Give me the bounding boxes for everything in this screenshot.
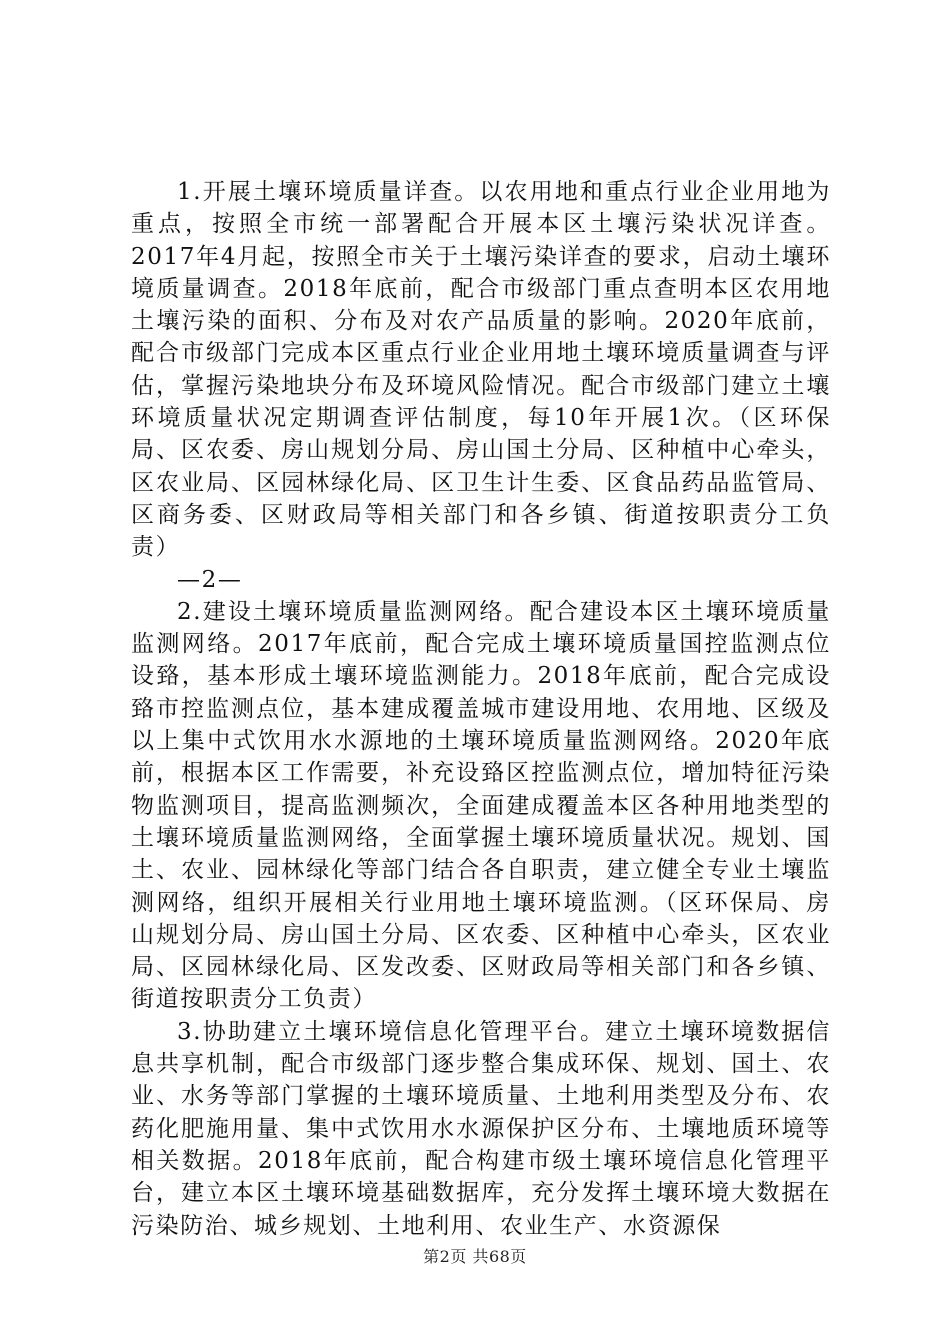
page-footer: 第2页 共68页 — [423, 1247, 527, 1266]
paragraph-information-platform: 3.协助建立土壤环境信息化管理平台。建立土壤环境数据信息共享机制，配合市级部门逐步整合集成环保、规划、国土、农业、水务等部门掌握的土壤环境质量、土地利用类型及分布、农药化肥施用量、集中式饮用水水源保护区分布、土壤地质环境等相关数据。2018年底前，配合构建市级土壤环境信息化管理平台，建立本区土壤环境基础数据库，充分发挥土壤环境大数据在污染防治、城乡规划、土地利用、农业生产、水资源保 — [131, 1018, 831, 1239]
paragraph-monitoring-network: 2.建设土壤环境质量监测网络。配合建设本区土壤环境质量监测网络。2017年底前，配合完成土壤环境质量国控监测点位设臵，基本形成土壤环境监测能力。2018年底前，配合完成设臵市控监测点位，基本建成覆盖城市建设用地、农用地、区级及以上集中式饮用水水源地的土壤环境质量监测网络。2020年底前，根据本区工作需要，补充设臵区控监测点位，增加特征污染物监测项目，提高监测频次，全面建成覆盖本区各种用地类型的土壤环境质量监测网络，全面掌握土壤环境质量状况。规划、国土、农业、园林绿化等部门结合各自职责，建立健全专业土壤监测网络，组织开展相关行业用地土壤环境监测。（区环保局、房山规划分局、房山国土分局、区农委、区种植中心牵头，区农业局、区园林绿化局、区发改委、区财政局等相关部门和各乡镇、街道按职责分工负责） — [131, 598, 831, 1013]
inline-page-marker: —2— — [177, 566, 243, 593]
document-body — [131, 176, 831, 1242]
paragraph-soil-survey: 1.开展土壤环境质量详查。以农用地和重点行业企业用地为重点，按照全市统一部署配合开展本区土壤污染状况详查。2017年4月起，按照全市关于土壤污染详查的要求，启动土壤环境质量调查。2018年底前，配合市级部门重点查明本区农用地土壤污染的面积、分布及对农产品质量的影响。2020年底前，配合市级部门完成本区重点行业企业用地土壤环境质量调查与评估，掌握污染地块分布及环境风险情况。配合市级部门建立土壤环境质量状况定期调查评估制度，每10年开展1次。（区环保局、区农委、房山规划分局、房山国土分局、区种植中心牵头，区农业局、区园林绿化局、区卫生计生委、区食品药品监管局、区商务委、区财政局等相关部门和各乡镇、街道按职责分工负责） — [131, 179, 831, 561]
